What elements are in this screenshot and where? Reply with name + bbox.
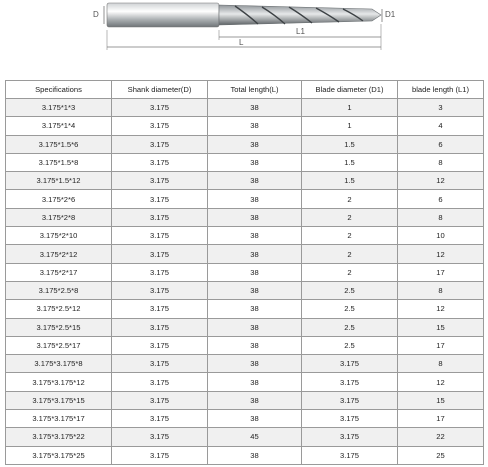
cell-blade-diameter: 2: [302, 263, 398, 281]
cell-blade-length: 15: [398, 391, 484, 409]
cell-total-length: 38: [208, 355, 302, 373]
table-row: [6, 391, 484, 409]
cell-shank-diameter: 3.175: [112, 428, 208, 446]
cell-total-length: 38: [208, 99, 302, 117]
table-row: [6, 263, 484, 281]
cell-shank-diameter: 3.175: [112, 300, 208, 318]
table-row: [6, 208, 484, 226]
header-specifications: Specifications: [6, 81, 112, 99]
l-label: L: [239, 38, 244, 47]
cell-blade-diameter: 2.5: [302, 300, 398, 318]
table-body: [6, 99, 484, 465]
cell-blade-length: 15: [398, 318, 484, 336]
cell-blade-length: 8: [398, 281, 484, 299]
cell-shank-diameter: 3.175: [112, 117, 208, 135]
cell-specification: 3.175*3.175*25: [6, 446, 112, 464]
cell-blade-diameter: 2: [302, 245, 398, 263]
cell-total-length: 45: [208, 428, 302, 446]
cell-shank-diameter: 3.175: [112, 135, 208, 153]
cell-shank-diameter: 3.175: [112, 227, 208, 245]
cell-blade-length: 17: [398, 263, 484, 281]
table-row: [6, 281, 484, 299]
cell-blade-diameter: 3.175: [302, 373, 398, 391]
cell-specification: 3.175*1*3: [6, 99, 112, 117]
table-row: [6, 245, 484, 263]
cell-blade-length: 12: [398, 172, 484, 190]
cell-blade-diameter: 2: [302, 190, 398, 208]
cell-shank-diameter: 3.175: [112, 99, 208, 117]
cell-total-length: 38: [208, 208, 302, 226]
cell-total-length: 38: [208, 263, 302, 281]
cell-blade-diameter: 1.5: [302, 172, 398, 190]
cell-shank-diameter: 3.175: [112, 336, 208, 354]
cell-blade-length: 25: [398, 446, 484, 464]
cell-blade-length: 17: [398, 336, 484, 354]
cell-blade-length: 6: [398, 190, 484, 208]
cell-shank-diameter: 3.175: [112, 245, 208, 263]
end-mill-drawing: [0, 0, 488, 62]
specifications-table: [5, 80, 484, 465]
cell-total-length: 38: [208, 300, 302, 318]
cell-blade-length: 8: [398, 153, 484, 171]
cell-specification: 3.175*1.5*8: [6, 153, 112, 171]
header-shank-diameter: Shank diameter(D): [112, 81, 208, 99]
table-row: [6, 153, 484, 171]
tool-diagram: [0, 0, 488, 62]
table-row: [6, 336, 484, 354]
table-row: [6, 227, 484, 245]
cell-shank-diameter: 3.175: [112, 281, 208, 299]
table-row: [6, 117, 484, 135]
cell-total-length: 38: [208, 281, 302, 299]
cell-total-length: 38: [208, 318, 302, 336]
cell-blade-diameter: 3.175: [302, 428, 398, 446]
cell-blade-diameter: 1: [302, 117, 398, 135]
cell-shank-diameter: 3.175: [112, 190, 208, 208]
cell-blade-diameter: 1.5: [302, 135, 398, 153]
cell-blade-diameter: 3.175: [302, 355, 398, 373]
cell-blade-length: 17: [398, 410, 484, 428]
cell-shank-diameter: 3.175: [112, 446, 208, 464]
cell-specification: 3.175*2*10: [6, 227, 112, 245]
cell-shank-diameter: 3.175: [112, 391, 208, 409]
cell-specification: 3.175*2.5*12: [6, 300, 112, 318]
cell-total-length: 38: [208, 245, 302, 263]
cell-total-length: 38: [208, 190, 302, 208]
cell-blade-length: 8: [398, 208, 484, 226]
d1-label: D1: [385, 10, 396, 19]
cell-total-length: 38: [208, 172, 302, 190]
table-row: [6, 190, 484, 208]
cell-blade-length: 12: [398, 300, 484, 318]
cell-specification: 3.175*2*8: [6, 208, 112, 226]
cell-shank-diameter: 3.175: [112, 263, 208, 281]
cell-specification: 3.175*2.5*8: [6, 281, 112, 299]
cell-shank-diameter: 3.175: [112, 172, 208, 190]
cell-specification: 3.175*2*17: [6, 263, 112, 281]
cell-specification: 3.175*3.175*15: [6, 391, 112, 409]
cell-specification: 3.175*1.5*12: [6, 172, 112, 190]
cell-specification: 3.175*3.175*17: [6, 410, 112, 428]
cell-blade-length: 12: [398, 245, 484, 263]
flute-body: [219, 5, 381, 25]
table-row: [6, 99, 484, 117]
cell-shank-diameter: 3.175: [112, 355, 208, 373]
cell-total-length: 38: [208, 227, 302, 245]
cell-shank-diameter: 3.175: [112, 373, 208, 391]
cell-blade-diameter: 2: [302, 208, 398, 226]
cell-total-length: 38: [208, 153, 302, 171]
table-row: [6, 446, 484, 464]
table-row: [6, 135, 484, 153]
cell-blade-diameter: 3.175: [302, 410, 398, 428]
cell-shank-diameter: 3.175: [112, 208, 208, 226]
cell-specification: 3.175*2*6: [6, 190, 112, 208]
cell-specification: 3.175*3.175*8: [6, 355, 112, 373]
cell-blade-diameter: 2.5: [302, 318, 398, 336]
cell-shank-diameter: 3.175: [112, 153, 208, 171]
cell-blade-length: 12: [398, 373, 484, 391]
cell-blade-length: 4: [398, 117, 484, 135]
cell-blade-length: 8: [398, 355, 484, 373]
cell-blade-diameter: 1: [302, 99, 398, 117]
cell-total-length: 38: [208, 446, 302, 464]
cell-specification: 3.175*3.175*12: [6, 373, 112, 391]
cell-blade-diameter: 1.5: [302, 153, 398, 171]
cell-blade-length: 6: [398, 135, 484, 153]
cell-specification: 3.175*1*4: [6, 117, 112, 135]
table-row: [6, 172, 484, 190]
table-row: [6, 428, 484, 446]
cell-blade-diameter: 2.5: [302, 281, 398, 299]
cell-specification: 3.175*2.5*17: [6, 336, 112, 354]
cell-total-length: 38: [208, 336, 302, 354]
table-row: [6, 318, 484, 336]
table-row: [6, 300, 484, 318]
cell-total-length: 38: [208, 410, 302, 428]
cell-blade-diameter: 3.175: [302, 391, 398, 409]
cell-blade-length: 3: [398, 99, 484, 117]
cell-blade-diameter: 2.5: [302, 336, 398, 354]
cell-specification: 3.175*2.5*15: [6, 318, 112, 336]
cell-blade-diameter: 2: [302, 227, 398, 245]
table-header-row: [6, 81, 484, 99]
cell-total-length: 38: [208, 373, 302, 391]
shank: [107, 3, 219, 27]
cell-total-length: 38: [208, 135, 302, 153]
cell-specification: 3.175*1.5*6: [6, 135, 112, 153]
d-label: D: [93, 10, 99, 19]
cell-blade-length: 10: [398, 227, 484, 245]
cell-specification: 3.175*3.175*22: [6, 428, 112, 446]
l1-label: L1: [296, 27, 305, 36]
header-total-length: Total length(L): [208, 81, 302, 99]
cell-specification: 3.175*2*12: [6, 245, 112, 263]
cell-blade-length: 22: [398, 428, 484, 446]
header-blade-diameter: Blade diameter (D1): [302, 81, 398, 99]
header-blade-length: blade length (L1): [398, 81, 484, 99]
cell-blade-diameter: 3.175: [302, 446, 398, 464]
table-row: [6, 373, 484, 391]
table-row: [6, 410, 484, 428]
cell-total-length: 38: [208, 117, 302, 135]
cell-total-length: 38: [208, 391, 302, 409]
cell-shank-diameter: 3.175: [112, 410, 208, 428]
table-row: [6, 355, 484, 373]
cell-shank-diameter: 3.175: [112, 318, 208, 336]
